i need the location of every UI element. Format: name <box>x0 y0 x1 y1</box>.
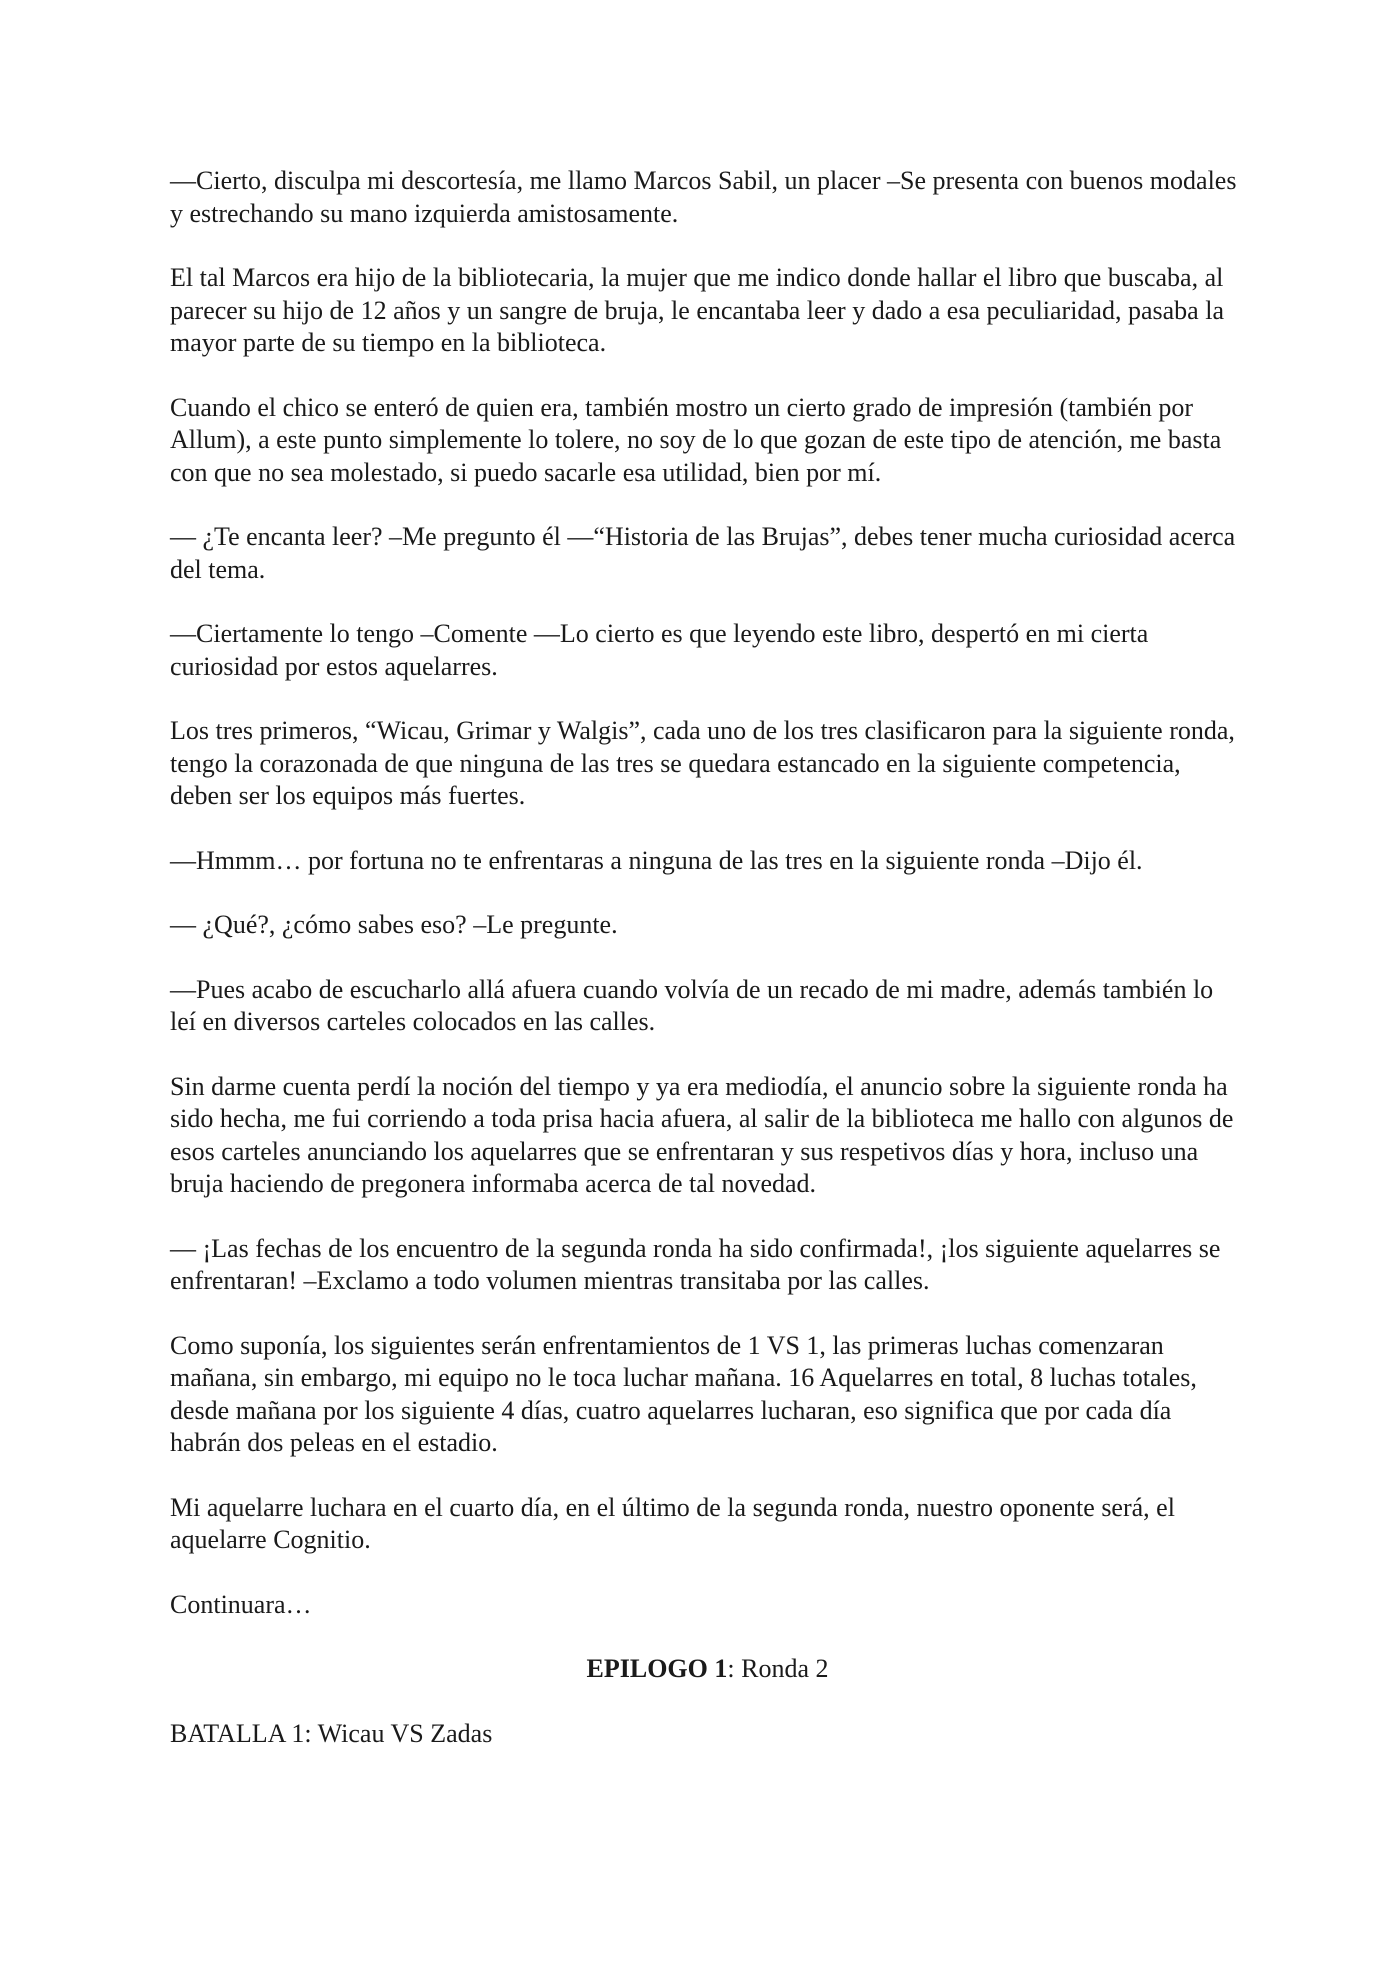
chapter-heading-rest: : Ronda 2 <box>727 1654 829 1683</box>
paragraph: Sin darme cuenta perdí la noción del tiempo y ya era mediodía, el anuncio sobre la siguiente ronda ha sido hecha, me fui corriendo a toda prisa hacia afuera, al salir de la biblioteca me hallo con algunos de esos carteles anunciando los aquelarres que se enfrentaran y sus respetivos días y hora, incluso una bruja haciendo de pregonera informaba acerca de tal novedad. <box>170 1071 1234 1198</box>
paragraph: — ¿Qué?, ¿cómo sabes eso? –Le pregunte. <box>170 910 618 939</box>
paragraph: — ¿Te encanta leer? –Me pregunto él —“Historia de las Brujas”, debes tener mucha curiosidad acerca del tema. <box>170 522 1236 584</box>
paragraph: Como suponía, los siguientes serán enfrentamientos de 1 VS 1, las primeras luchas comenzaran mañana, sin embargo, mi equipo no le toca luchar mañana. 16 Aquelarres en total, 8 luchas totales, desde mañana por los siguiente 4 días, cuatro aquelarres lucharan, eso significa que por cada día habrán dos peleas en el estadio. <box>170 1330 1197 1457</box>
paragraph: El tal Marcos era hijo de la bibliotecaria, la mujer que me indico donde hallar el libro que buscaba, al parecer su hijo de 12 años y un sangre de bruja, le encantaba leer y dado a esa peculiaridad, pasaba la mayor parte de su tiempo en la biblioteca. <box>170 263 1224 357</box>
paragraph: Continuara… <box>170 1589 312 1619</box>
document-body <box>170 165 1245 1782</box>
paragraph: Cuando el chico se enteró de quien era, también mostro un cierto grado de impresión (también por Allum), a este punto simplemente lo tolere, no soy de lo que gozan de este tipo de atención, me basta con que no sea molestado, si puedo sacarle esa utilidad, bien por mí. <box>170 392 1222 487</box>
chapter-heading <box>170 1653 1245 1686</box>
paragraph: —Ciertamente lo tengo –Comente —Lo cierto es que leyendo este libro, despertó en mi cierta curiosidad por estos aquelarres. <box>170 619 1149 681</box>
chapter-heading-bold: EPILOGO 1 <box>586 1654 728 1683</box>
paragraph: —Cierto, disculpa mi descortesía, me llamo Marcos Sabil, un placer –Se presenta con buenos modales y estrechando su mano izquierda amistosamente. <box>170 166 1237 228</box>
paragraph: — ¡Las fechas de los encuentro de la segunda ronda ha sido confirmada!, ¡los siguiente aquelarres se enfrentaran! –Exclamo a todo volumen mientras transitaba por las calles. <box>170 1233 1221 1295</box>
paragraph: Mi aquelarre luchara en el cuarto día, en el último de la segunda ronda, nuestro oponente será, el aquelarre Cognitio. <box>170 1492 1175 1554</box>
paragraph: —Hmmm… por fortuna no te enfrentaras a ninguna de las tres en la siguiente ronda –Dijo él. <box>170 845 1143 875</box>
paragraph: Los tres primeros, “Wicau, Grimar y Walgis”, cada uno de los tres clasificaron para la siguiente ronda, tengo la corazonada de que ninguna de las tres se quedara estancado en la siguiente competencia, deben ser los equipos más fuertes. <box>170 716 1235 810</box>
battle-line: BATALLA 1: Wicau VS Zadas <box>170 1718 493 1748</box>
paragraph: —Pues acabo de escucharlo allá afuera cuando volvía de un recado de mi madre, además también lo leí en diversos carteles colocados en las calles. <box>170 974 1214 1036</box>
